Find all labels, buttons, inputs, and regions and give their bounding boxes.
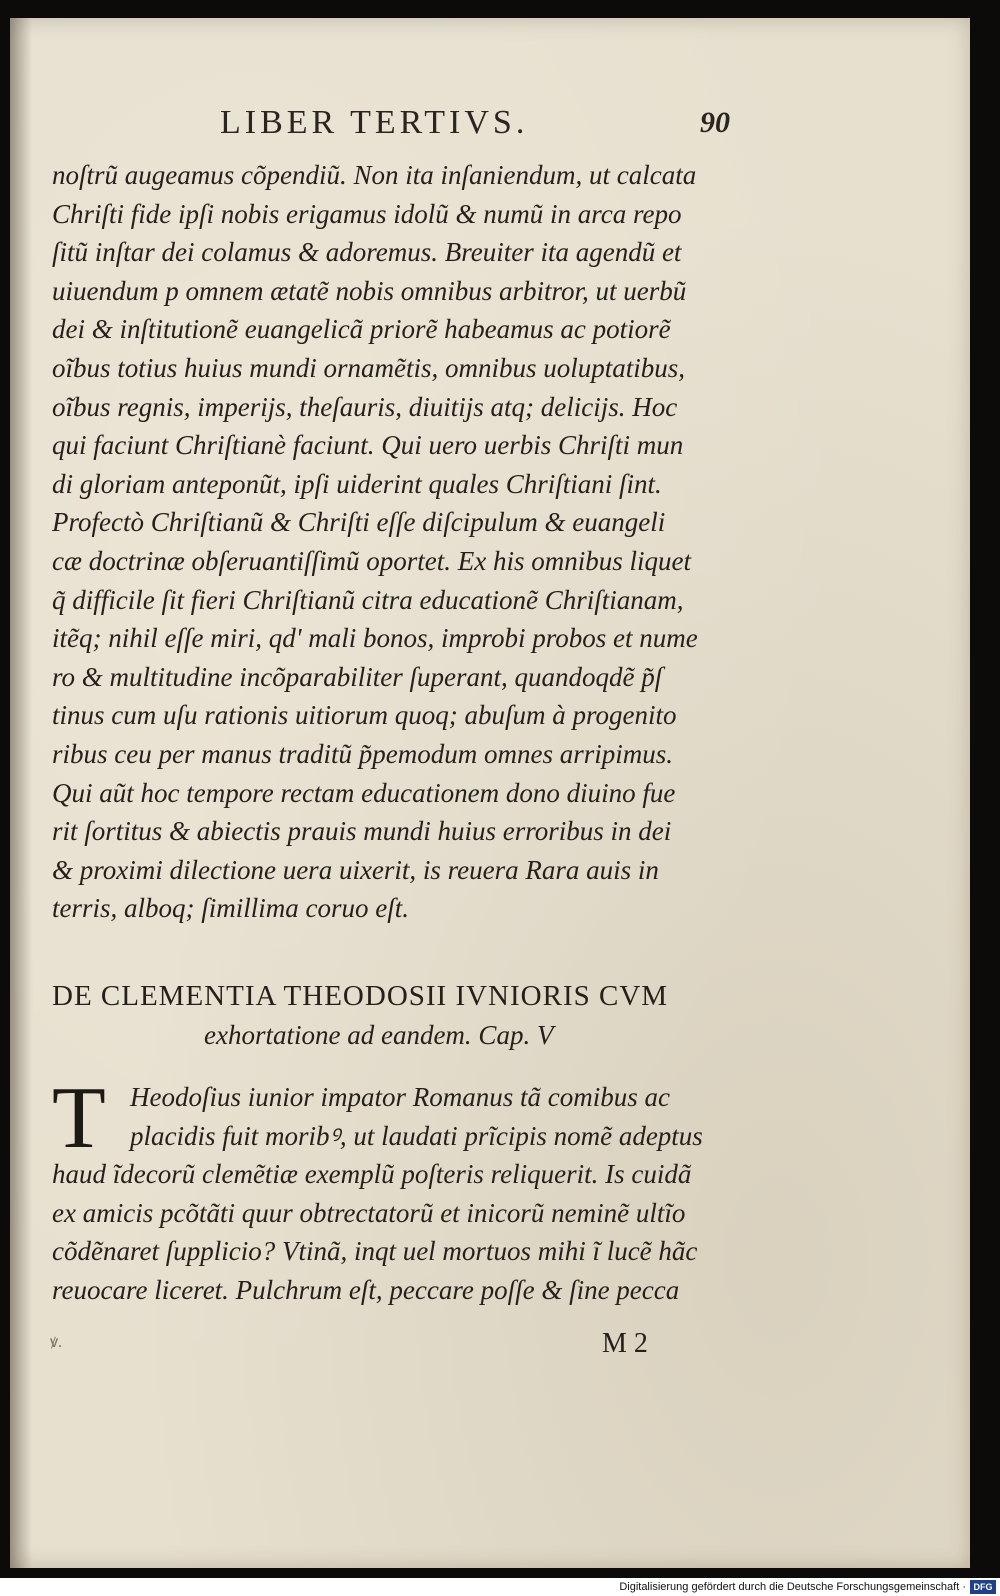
text-line: itẽq; nihil eſſe miri, qd' mali bonos, improbi probos et nume (52, 623, 698, 654)
chapter-heading (52, 976, 752, 1054)
text-line: rit ſortitus & abiectis prauis mundi huius erroribus in dei (52, 816, 672, 847)
text-line: cæ doctrinæ obſeruantiſſimũ oportet. Ex his omnibus liquet (52, 545, 691, 576)
page-header (10, 104, 970, 148)
text-line: noſtrũ augeamus cõpendiũ. Non ita inſaniendum, ut calcata (52, 160, 697, 190)
text-line: dei & inſtitutionẽ euangelicã priorẽ habeamus ac potiorẽ (52, 314, 671, 345)
text-line: haud ĩdecorũ clemẽtiæ exemplũ poſteris reliquerit. Is cuidã (52, 1159, 692, 1190)
text-line: ſitũ inſtar dei colamus & adoremus. Breuiter ita agendũ et (52, 237, 682, 268)
page-number: 90 (700, 106, 730, 139)
text-line: Profectò Chriſtianũ & Chriſti eſſe diſcipulum & euangeli (52, 507, 666, 538)
paragraph-2 (52, 1070, 752, 1310)
chapter-subtitle: exhortatione ad eandem. Cap. V (204, 1020, 554, 1050)
book-page (10, 18, 970, 1568)
funding-credit: Digitalisierung gefördert durch die Deutsche Forschungsgemeinschaft · (619, 1581, 966, 1593)
text-line: oĩbus regnis, imperijs, theſauris, diuitijs atq; delicijs. Hoc (52, 391, 678, 422)
drop-cap-initial: T (52, 1070, 106, 1167)
text-line: uiuendum p omnem ætatẽ nobis omnibus arbitror, ut uerbũ (52, 275, 687, 306)
text-line: & proximi dilectione uera uixerit, is reuera Rara auis in (52, 854, 659, 885)
text-line: ex amicis pcõtãti quur obtrectatorũ et inicorũ neminẽ ultĩo (52, 1197, 686, 1228)
text-line: qui faciunt Chriſtianè faciunt. Qui uero uerbis Chriſti mun (52, 430, 684, 461)
dfg-logo: DFG (970, 1580, 996, 1594)
text-line: Chriſti fide ipſi nobis erigamus idolũ & numũ in arca repo (52, 198, 682, 229)
text-line: tinus cum uſu rationis uitiorum quoq; abuſum à progenito (52, 700, 677, 731)
text-line: q̃ difficile ſit fieri Chriſtianũ citra educationẽ Chriſtianam, (52, 584, 684, 615)
gutter-shadow (10, 18, 32, 1568)
text-line: Heodoſius iunior impator Romanus tã comibus ac (130, 1082, 670, 1112)
text-line: ro & multitudine incõparabiliter ſuperant, quandoqdẽ p̃ſ (52, 661, 663, 692)
text-line: reuocare liceret. Pulchrum eſt, peccare poſſe & ſine pecca (52, 1274, 680, 1305)
marginal-mark: ꝟ. (50, 1334, 63, 1351)
signature-mark: M 2 (602, 1328, 648, 1359)
text-line: oĩbus totius huius mundi ornamẽtis, omnibus uoluptatibus, (52, 352, 686, 383)
running-title: LIBER TERTIVS. (220, 104, 529, 141)
text-line: Qui aũt hoc tempore rectam educationem dono diuino fue (52, 777, 676, 808)
paragraph-1 (52, 156, 752, 928)
text-line: ribus ceu per manus traditũ p̃pemodum omnes arripimus. (52, 738, 673, 769)
text-line: di gloriam anteponũt, ipſi uiderint quales Chriſtiani ſint. (52, 468, 662, 499)
text-line: terris, alboq; ſimillima coruo eſt. (52, 893, 409, 924)
text-line: placidis fuit moribꝰ, ut laudati prĩcipis nomẽ adeptus (130, 1120, 703, 1151)
chapter-title: DE CLEMENTIA THEODOSII IVNIORIS CVM (52, 980, 669, 1012)
text-line: cõdẽnaret ſupplicio? Vtinã, inqt uel mortuos mihi ĩ lucẽ hãc (52, 1236, 698, 1267)
